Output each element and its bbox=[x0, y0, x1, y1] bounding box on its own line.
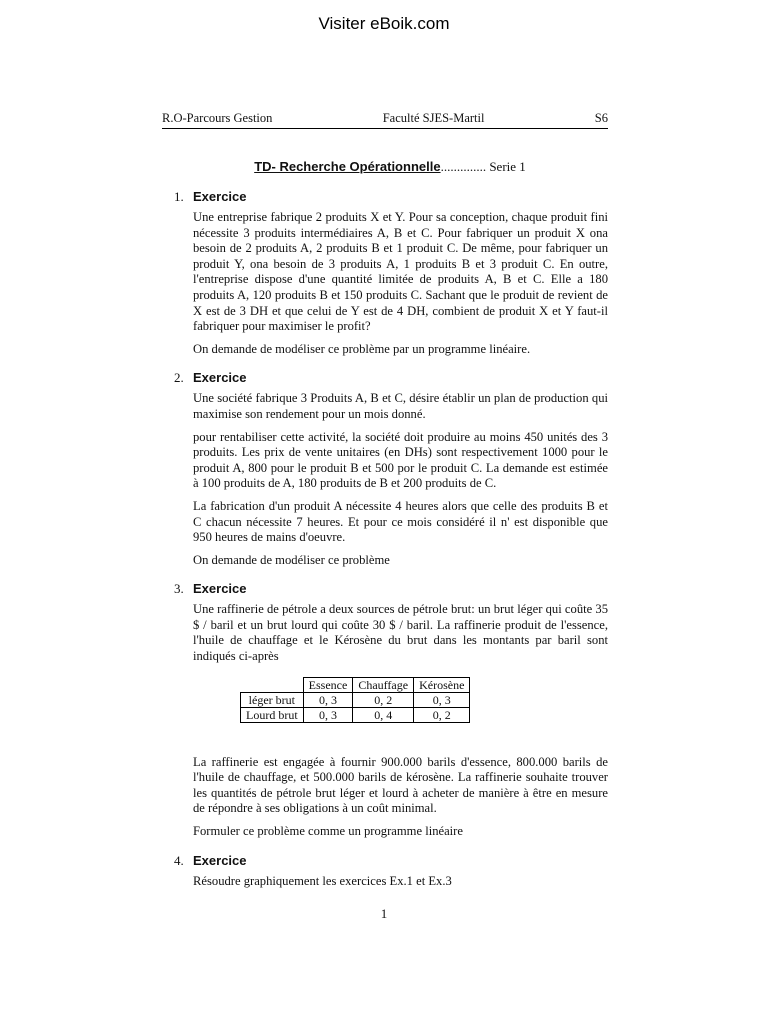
exercise-title: Exercice bbox=[193, 581, 247, 597]
site-banner: Visiter eBoik.com bbox=[318, 14, 450, 33]
table-cell: 0, 3 bbox=[303, 692, 353, 707]
exercise-list bbox=[162, 189, 608, 889]
table-cell: 0, 3 bbox=[414, 692, 470, 707]
exercise-1 bbox=[162, 189, 608, 357]
table-row bbox=[241, 707, 470, 722]
crude-oil-table bbox=[240, 677, 470, 723]
exercise-title: Exercice bbox=[193, 852, 247, 868]
title-main: TD- Recherche Opérationnelle bbox=[254, 159, 441, 174]
table-cell: 0, 4 bbox=[353, 707, 414, 722]
exercise-number: 1. bbox=[174, 189, 184, 204]
table-cell: 0, 2 bbox=[414, 707, 470, 722]
table-header-cell: Essence bbox=[303, 677, 353, 692]
exercise-paragraph: pour rentabiliser cette activité, la société doit produire au moins 450 unités des 3 produits. Les prix de vente unitaires (en DHs) sont respectivement 1000 pour le produit A, 800 pour le produit B et 500 por le produit C. La demande est estimée à 100 produits de A, 180 produits de B et 200 produits de C. bbox=[193, 429, 608, 491]
exercise-paragraph: On demande de modéliser ce problème par un programme linéaire. bbox=[193, 341, 531, 356]
document-title bbox=[172, 159, 608, 175]
exercise-number: 3. bbox=[174, 581, 184, 597]
exercise-paragraph: Formuler ce problème comme un programme linéaire bbox=[193, 824, 463, 839]
exercise-title: Exercice bbox=[193, 370, 247, 386]
exercise-paragraph: Résoudre graphiquement les exercices Ex.1 et Ex.3 bbox=[193, 873, 452, 888]
table-header-row bbox=[241, 677, 470, 692]
header-semester: S6 bbox=[594, 111, 608, 125]
table-row bbox=[241, 692, 470, 707]
exercise-number: 4. bbox=[174, 852, 184, 868]
page-header bbox=[162, 111, 608, 129]
exercise-paragraph: Une société fabrique 3 Produits A, B et C, désire établir un plan de production qui maximise son rendement pour un mois donné. bbox=[193, 391, 608, 421]
title-dots: .............. bbox=[440, 159, 487, 174]
exercise-2 bbox=[162, 370, 608, 568]
table-header-cell: Kérosène bbox=[414, 677, 470, 692]
exercise-paragraph: Une entreprise fabrique 2 produits X et Y. Pour sa conception, chaque produit fini nécessite 3 produits intermédiaires A, B et C. Pour fabriquer un produit X ona besoin de 2 produits A, 2 produits B et 1 produit C. De même, pour fabriquer un produit Y, ona besoin de 3 produits A, 1 produits B et 3 produit C. En outre, l'entreprise dispose d'une quantité limitée de produits A, B et C. Elle a 180 produits A, 120 produits B et 150 produits C. Sachant que le produit de revient de X est de 3 DH et que celui de Y est de 4 DH, combient de produit X et Y faut-il fabriquer pour maximiser le profit? bbox=[193, 210, 608, 334]
exercise-title: Exercice bbox=[193, 189, 247, 204]
exercise-paragraph: Une raffinerie de pétrole a deux sources de pétrole brut: un brut léger qui coûte 35 $ / baril et un brut lourd qui coûte 30 $ / baril. La raffinerie produit de l'essence, l'huile de chauffage et le Kérosène du brut dans les montants par baril sont indiqués ci-après bbox=[193, 602, 608, 664]
page-number: 1 bbox=[380, 906, 388, 921]
table-row-label: Lourd brut bbox=[241, 707, 304, 722]
table-cell: 0, 3 bbox=[303, 707, 353, 722]
exercise-paragraph: La fabrication d'un produit A nécessite 4 heures alors que celle des produits B et C chacun nécessite 7 heures. Et pour ce mois considéré il n' est disponible que 950 heures de mains d'oeuvre. bbox=[193, 498, 608, 545]
exercise-3 bbox=[162, 581, 608, 839]
document-page bbox=[162, 111, 608, 902]
table-corner-cell bbox=[241, 677, 304, 692]
exercise-4 bbox=[162, 853, 608, 890]
header-course: R.O-Parcours Gestion bbox=[162, 111, 273, 125]
exercise-paragraph: La raffinerie est engagée à fournir 900.000 barils d'essence, 800.000 barils de l'huile de chauffage, et 500.000 barils de kérosène. La raffinerie souhaite trouver les quantités de pétrole brut léger et lourd à acheter de manière à être en mesure de répondre à ses obligations à un coût minimal. bbox=[193, 754, 608, 816]
header-faculty: Faculté SJES-Martil bbox=[382, 111, 485, 125]
exercise-paragraph: On demande de modéliser ce problème bbox=[193, 552, 390, 567]
title-series: Serie 1 bbox=[486, 159, 526, 174]
exercise-number: 2. bbox=[174, 370, 184, 386]
table-row-label: léger brut bbox=[241, 692, 304, 707]
table-cell: 0, 2 bbox=[353, 692, 414, 707]
table-header-cell: Chauffage bbox=[353, 677, 414, 692]
